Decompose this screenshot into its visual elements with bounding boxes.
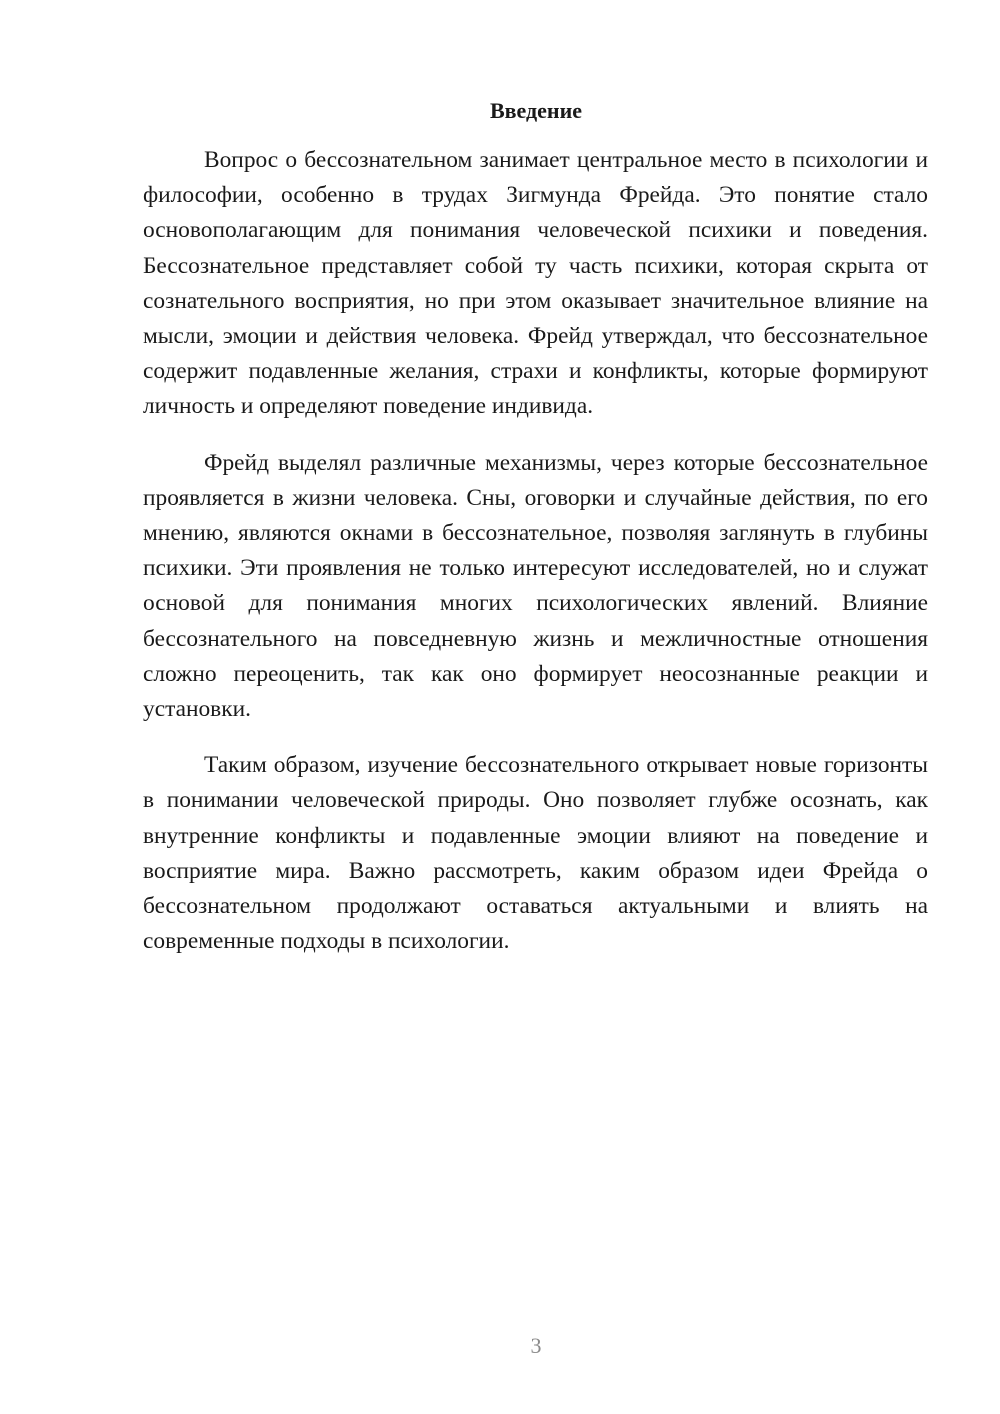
paragraph-2: Фрейд выделял различные механизмы, через которые бессознательное проявляется в жизни человека. Сны, оговорки и случайные действия, по его мнению, являются окнами в бессознательное, позволяя заглянуть в глубины психики. Эти проявления не только интересуют исследователей, но и служат основой для понимания многих психологических явлений. Влияние бессознательного на повседневную жизнь и межличностные отношения сложно переоценить, так как оно формирует неосознанные реакции и установки. <box>143 449 928 723</box>
page-number: 3 <box>530 1333 542 1358</box>
paragraph-3: Таким образом, изучение бессознательного открывает новые горизонты в понимании человеческой природы. Оно позволяет глубже осознать, как внутренние конфликты и подавленные эмоции влияют на поведение и восприятие мира. Важно рассмотреть, каким образом идеи Фрейда о бессознательном продолжают оставаться актуальными и влиять на современные подходы в психологии. <box>143 752 928 955</box>
section-title: Введение <box>489 98 583 123</box>
paragraph-1: Вопрос о бессознательном занимает центральное место в психологии и философии, особенно в трудах Зигмунда Фрейда. Это понятие стало основополагающим для понимания человеческой психики и поведения. Бессознательное представляет собой ту часть психики, которая скрыта от сознательного восприятия, но при этом оказывает значительное влияние на мысли, эмоции и действия человека. Фрейд утверждал, что бессознательное содержит подавленные желания, страхи и конфликты, которые формируют личность и определяют поведение индивида. <box>143 147 928 420</box>
document-body <box>143 143 928 980</box>
